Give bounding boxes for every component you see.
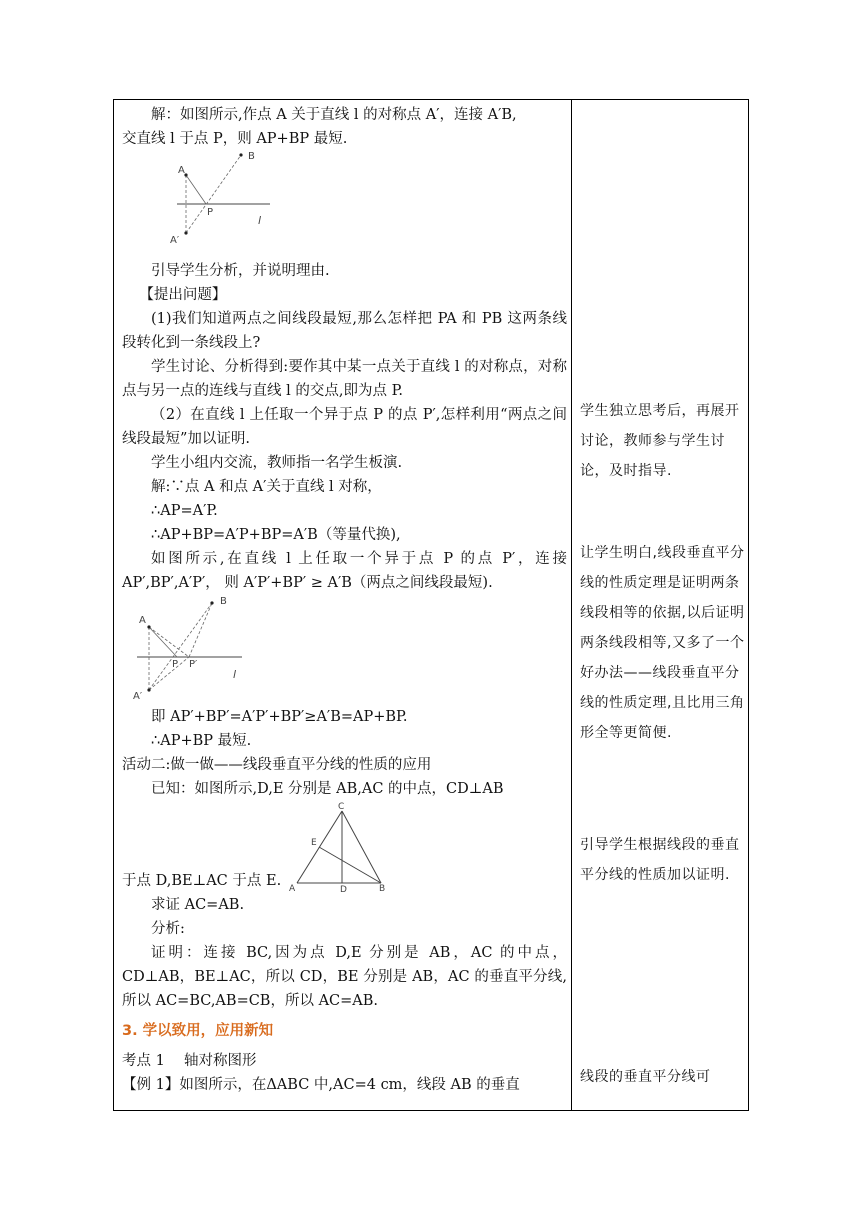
proof-line-3: ∴AP+BP=A′P+BP=A′B（等量代换), <box>151 527 401 543</box>
side-note-4: 线段的垂直平分线可 <box>580 1069 711 1085</box>
fig2-label-b: B <box>220 596 227 607</box>
solution-line-1: 解：如图所示,作点 A 关于直线 l 的对称点 A′，连接 A′B, <box>151 107 517 123</box>
prove-text: 求证 AC=AB. <box>151 897 245 913</box>
fig1-label-p: P <box>207 207 214 218</box>
side-note-2: 让学生明白,线段垂直平分线的性质定理是证明两条线段相等的依据,以后证明两条线段相等,又多了一个好办法——线段垂直平分线的性质定理,且比用三角形全等更简便. <box>580 545 745 741</box>
fig1-label-a: A <box>178 165 185 176</box>
analysis-label: 分析: <box>151 921 185 937</box>
kaodian-title: 考点 1 轴对称图形 <box>122 1053 257 1069</box>
fig3-label-c: C <box>338 802 345 812</box>
fig1-label-b: B <box>248 151 255 162</box>
discussion-text: 学生讨论、分析得到:要作其中某一点关于直线 l 的对称点，对称点与另一点的连线与直线 l 的交点,即为点 P. <box>122 359 567 399</box>
fig3-label-d: D <box>340 885 348 893</box>
question-heading: 【提出问题】 <box>139 287 227 303</box>
side-note-1: 学生独立思考后，再展开讨论，教师参与学生讨论，及时指导. <box>580 403 740 479</box>
proof-text: 证明：连接 BC,因为点 D,E 分别是 AB，AC 的中点，CD⊥AB，BE⊥AC，所以 CD，BE 分别是 AB，AC 的垂直平分线,所以 AC=BC,AB=CB，所以 AC=AB. <box>122 945 567 1009</box>
activity-2-title: 活动二:做一做——线段垂直平分线的性质的应用 <box>122 757 432 773</box>
fig3-label-b: B <box>379 884 386 893</box>
known-tail: 于点 D,BE⊥AC 于点 E. <box>122 873 282 889</box>
question-1: (1)我们知道两点之间线段最短,那么怎样把 PA 和 PB 这两条线段转化到一条线段上? <box>122 311 567 351</box>
fig2-label-p-prime: P′ <box>189 659 198 670</box>
group-text: 学生小组内交流，教师指一名学生板演. <box>151 455 403 471</box>
example-1: 【例 1】如图所示，在ΔABC 中,AC=4 cm，线段 AB 的垂直 <box>122 1077 520 1093</box>
section-3-heading: 3. 学以致用，应用新知 <box>122 1023 274 1039</box>
fig2-label-a-prime: A′ <box>133 691 143 702</box>
side-note-3: 引导学生根据线段的垂直平分线的性质加以证明. <box>580 837 740 883</box>
fig3-label-e: E <box>311 838 317 848</box>
question-2: （2）在直线 l 上任取一个异于点 P 的点 P′,怎样利用“两点之间线段最短”加以证明. <box>122 407 567 447</box>
proof-line-5: 即 AP′+BP′=A′P′+BP′≥A′B=AP+BP. <box>151 709 408 725</box>
fig2-label-a: A <box>139 615 146 626</box>
solution-line-2: 交直线 l 于点 P，则 AP+BP 最短. <box>122 131 348 147</box>
fig2-label-l: l <box>233 668 237 681</box>
fig3-label-a: A <box>289 884 296 893</box>
fig1-label-l: l <box>258 214 262 227</box>
column-divider <box>571 99 572 1111</box>
fig2-label-p: P <box>172 659 179 670</box>
proof-line-1: 解:∵点 A 和点 A′关于直线 l 对称， <box>151 479 382 495</box>
guide-text: 引导学生分析，并说明理由. <box>151 263 330 279</box>
known-tail-row <box>122 801 567 893</box>
fig1-label-a-prime: A′ <box>170 235 180 246</box>
main-column <box>122 103 567 1097</box>
proof-line-4: 如图所示,在直线 l 上任取一个异于点 P 的点 P′，连接 AP′,BP′,A′P′， 则 A′P′+BP′ ≥ A′B（两点之间线段最短). <box>122 551 567 591</box>
known-text: 已知：如图所示,D,E 分别是 AB,AC 的中点，CD⊥AB <box>151 781 504 797</box>
figure-reflection-2 <box>127 595 267 705</box>
figure-reflection-1 <box>162 151 332 259</box>
proof-line-6: ∴AP+BP 最短. <box>151 733 252 749</box>
figure-triangle <box>289 801 399 893</box>
proof-line-2: ∴AP=A′P. <box>151 503 218 519</box>
